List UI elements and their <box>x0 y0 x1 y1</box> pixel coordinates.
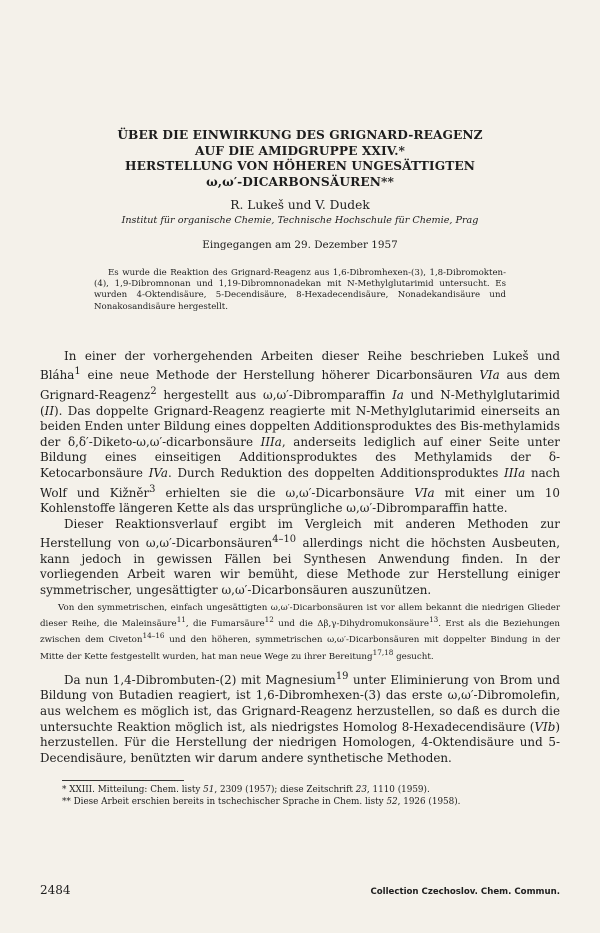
text: nach Wolf und Kižněr <box>40 465 561 500</box>
compound-ref: IVa <box>148 465 168 480</box>
volume: 52 <box>386 797 398 808</box>
text: ) herzustellen. Für die Herstellung der niedrigen Homologen, 4-Oktendisäure und 5-Decendisäure, benützten wir darum andere synthetische Methoden. <box>40 719 560 765</box>
text: , 2309 (1957); diese Zeitschrift <box>214 785 356 796</box>
text: , 1926 (1958). <box>397 797 461 808</box>
citation: 12 <box>264 615 274 624</box>
citation: 1 <box>74 366 81 378</box>
footnote <box>62 785 560 797</box>
text: hergestellt aus ω,ω′-Dibromparaffin <box>156 387 393 402</box>
compound-ref: VIa <box>479 368 500 383</box>
text: aus dem Grignard-Reagenz <box>40 368 560 402</box>
small-print-paragraph <box>40 603 560 663</box>
text: , die Fumarsäure <box>185 618 265 629</box>
citation: 11 <box>176 615 186 624</box>
paragraph-2 <box>40 517 560 599</box>
text: , 1110 (1959). <box>366 785 430 796</box>
title-line: HERSTELLUNG VON HÖHEREN UNGESÄTTIGTEN <box>124 159 476 173</box>
citation: 2 <box>150 385 157 397</box>
abstract: Es wurde die Reaktion des Grignard-Reagenz aus 1,6-Dibromhexen-(3), 1,8-Dibromokten-(4), 1,9-Dibromnonan und 1,19-Dibromnonadekan mit N-Methylglutarimid untersucht. Es wurden 4-Oktendisäure, 5-Decendisäure, 8-Hexadecendisäure, Nonadekandisäure und Nonakosandisäure hergestellt. <box>94 268 506 312</box>
footnote-mark: * <box>62 785 67 796</box>
citation: 13 <box>429 615 439 624</box>
footnotes <box>40 785 560 808</box>
text: Diese Arbeit erschien bereits in tschechischer Sprache in Chem. listy <box>73 797 387 808</box>
text: XXIII. Mitteilung: Chem. listy <box>69 785 204 796</box>
title-line: ω,ω′-DICARBONSÄUREN** <box>206 174 394 189</box>
text: ). Das doppelte Grignard-Reagenz reagierte mit N-Methylglutarimid einerseits an beiden Enden unter Bildung eines doppelten Additionsproduktes des Bis-methylamids der δ,δ′-Diketo-ω,ω′-dicarbonsäure <box>40 403 560 449</box>
citation: 14–16 <box>142 631 165 641</box>
text: , anderseits lediglich auf einer Seite unter Bildung eines einseitigen Additionsproduktes des Methylamids der δ-Ketocarbonsäure <box>40 434 560 480</box>
page-footer <box>40 883 560 897</box>
paragraph-1 <box>40 349 560 517</box>
footnote-mark: ** <box>62 797 71 808</box>
text: unter Eliminierung von Brom und Bildung von Butadien reagiert, ist 1,6-Dibromhexen-(3) das erste ω,ω′-Dibromolefin, aus welchem es möglich ist, das Grignard-Reagenz herzustellen, so daß es durch die untersuchte Reaktion möglich ist, als niedrigstes Homolog 8-Hexadecendisäure ( <box>40 672 560 734</box>
text: Von den symmetrischen, einfach ungesättigten ω,ω′-Dicarbonsäuren ist vor allem bekannt die niedrigen Glieder dieser Reihe, die Maleinsäure <box>40 602 560 629</box>
text: eine neue Methode der Herstellung höherer Dicarbonsäuren <box>80 368 480 383</box>
text: gesucht. <box>393 651 434 662</box>
title-line: ÜBER DIE EINWIRKUNG DES GRIGNARD-REAGENZ <box>117 128 483 142</box>
footnote <box>62 797 560 809</box>
article-title <box>40 0 560 190</box>
citation: 17,18 <box>372 647 394 657</box>
footnote-divider <box>62 780 184 781</box>
text: In einer der vorhergehenden Arbeiten dieser Reihe beschrieben Lukeš und Bláha <box>40 348 560 383</box>
received-date: Eingegangen am 29. Dezember 1957 <box>202 239 398 251</box>
text: und N-Methylglutarimid ( <box>40 387 560 418</box>
compound-ref: IIIa <box>260 434 282 449</box>
citation: 4–10 <box>272 534 297 546</box>
paragraph-3 <box>40 669 560 767</box>
citation: 19 <box>335 670 349 682</box>
compound-ref: IIIa <box>504 465 526 480</box>
text: . Durch Reduktion des doppelten Additionsproduktes <box>167 465 505 480</box>
authors: R. Lukeš und V. Dudek <box>230 198 370 212</box>
text: . Erst als die Beziehungen zwischen dem Civeton <box>40 618 560 646</box>
text: mit einer um 10 Kohlenstoffe längeren Kette als das ursprüngliche ω,ω′-Dibromparaffin hatte. <box>40 485 560 516</box>
text: allerdings nicht die höchsten Ausbeuten, kann jedoch in gewissen Fällen bei Synthesen Anwendung finden. In der vorliegenden Arbeit waren wir bemüht, diese Methode zur Herstellung einiger symmetrischer, ungesättigter ω,ω′-Dicarbonsäuren auszunützen. <box>40 536 560 597</box>
text: Dieser Reaktionsverlauf ergibt im Vergleich mit anderen Methoden zur Herstellung von ω,ω′-Dicarbonsäuren <box>40 516 560 551</box>
compound-ref: Ia <box>392 387 404 402</box>
text: erhielten sie die ω,ω′-Dicarbonsäure <box>155 485 415 500</box>
page-number: 2484 <box>40 883 71 897</box>
text: Da nun 1,4-Dibrombuten-(2) mit Magnesium <box>64 672 336 687</box>
text: und die Δβ,γ-Dihydromukonsäure <box>273 618 430 629</box>
citation: 3 <box>149 483 156 495</box>
text: und den höheren, symmetrischen ω,ω′-Dicarbonsäuren mit doppelter Bindung in der Mitte der Kette festgestellt wurden, hat man neue Wege zu ihrer Bereitung <box>40 635 560 662</box>
compound-ref: II <box>44 403 55 418</box>
institute: Institut für organische Chemie, Technische Hochschule für Chemie, Prag <box>121 215 479 226</box>
compound-ref: VIb <box>534 719 556 734</box>
volume: 51 <box>203 785 215 796</box>
title-line: AUF DIE AMIDGRUPPE XXIV.* <box>194 143 406 158</box>
compound-ref: VIa <box>414 485 435 500</box>
volume: 23 <box>355 785 367 796</box>
journal-name: Collection Czechoslov. Chem. Commun. <box>370 887 560 897</box>
article-body <box>40 349 560 767</box>
